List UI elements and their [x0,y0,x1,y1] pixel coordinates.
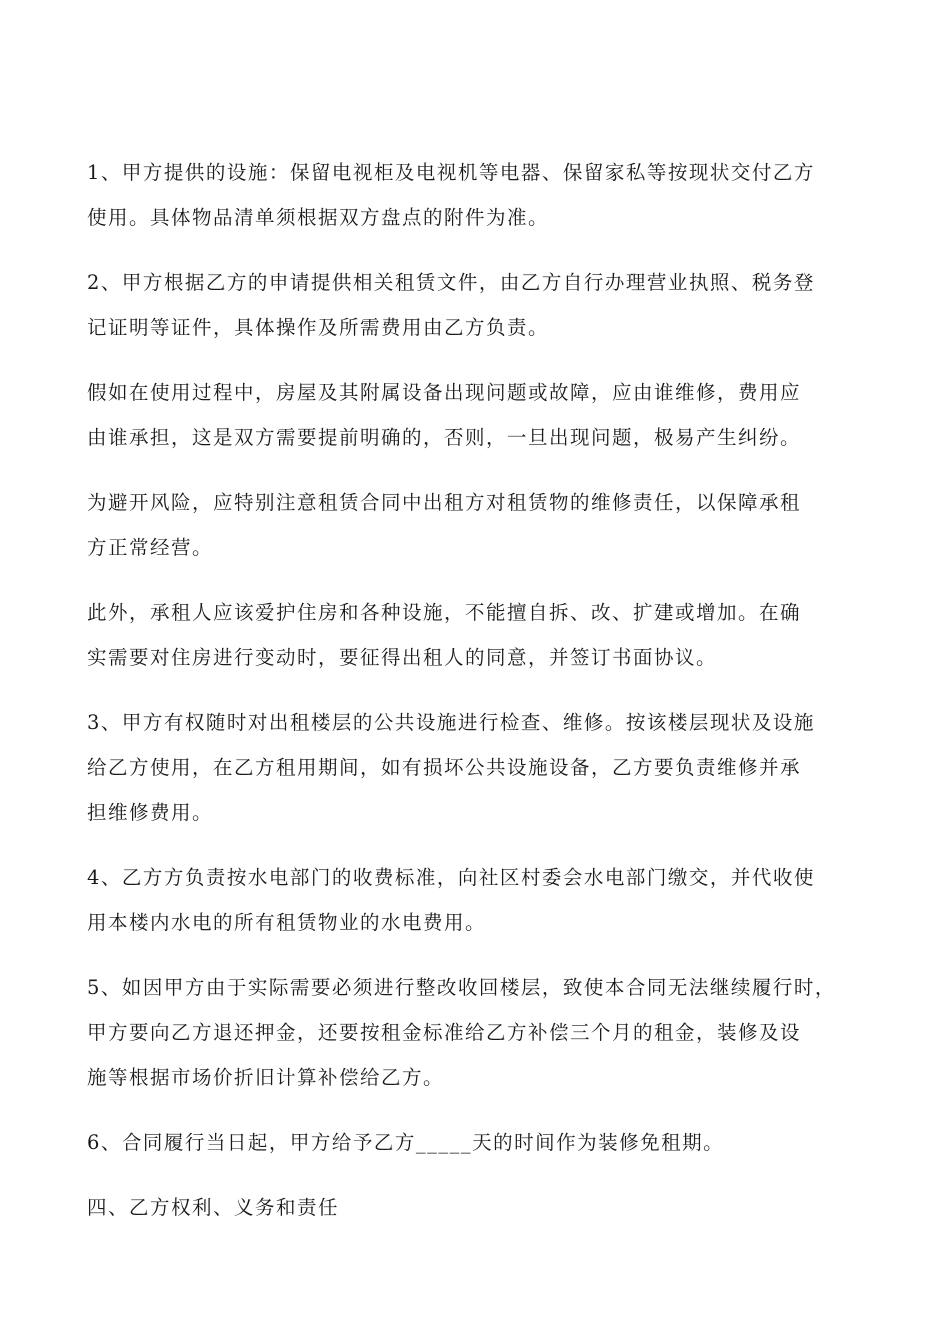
paragraph-tenant-care [87,590,867,680]
paragraph-line: 2、甲方根据乙方的申请提供相关租赁文件，由乙方自行办理营业执照、税务登 [87,271,815,294]
paragraph-line: 记证明等证件，具体操作及所需费用由乙方负责。 [87,316,550,339]
paragraph-line: 4、乙方方负责按水电部门的收费标准，向社区村委会水电部门缴交，并代收使 [87,866,815,889]
paragraph-line: 方正常经营。 [87,536,214,559]
paragraph-inspection [87,700,867,835]
paragraph-line: 给乙方使用，在乙方租用期间，如有损坏公共设施设备，乙方要负责维修并承 [87,756,802,779]
paragraph-line: 施等根据市场价折旧计算补偿给乙方。 [87,1066,445,1089]
paragraph-line: 假如在使用过程中，房屋及其附属设备出现问题或故障，应由谁维修，费用应 [87,381,802,404]
paragraph-utilities [87,855,867,945]
paragraph-line: 为避开风险，应特别注意租赁合同中出租方对租赁物的维修责任，以保障承租 [87,491,802,514]
paragraph-line: 担维修费用。 [87,801,214,824]
document-page [87,150,867,1230]
paragraph-repair-question [87,370,867,460]
paragraph-rent-free-period [87,1120,867,1165]
paragraph-line: 6、合同履行当日起，甲方给予乙方_____天的时间作为装修免租期。 [87,1131,725,1154]
paragraph-line: 由谁承担，这是双方需要提前明确的，否则，一旦出现问题，极易产生纠纷。 [87,426,802,449]
paragraph-documents [87,260,867,350]
paragraph-line: 用本楼内水电的所有租赁物业的水电费用。 [87,911,487,934]
paragraph-line: 使用。具体物品清单须根据双方盘点的附件为准。 [87,206,550,229]
paragraph-line: 5、如因甲方由于实际需要必须进行整改收回楼层，致使本合同无法继续履行时， [87,976,836,999]
paragraph-line: 1、甲方提供的设施：保留电视柜及电视机等电器、保留家私等按现状交付乙方 [87,161,815,184]
section-heading [87,1185,867,1230]
paragraph-termination [87,965,867,1100]
paragraph-line: 3、甲方有权随时对出租楼层的公共设施进行检查、维修。按该楼层现状及设施 [87,711,815,734]
paragraph-risk [87,480,867,570]
heading-text: 四、乙方权利、义务和责任 [87,1196,340,1219]
paragraph-line: 甲方要向乙方退还押金，还要按租金标准给乙方补偿三个月的租金，装修及设 [87,1021,802,1044]
paragraph-facilities [87,150,867,240]
paragraph-line: 此外，承租人应该爱护住房和各种设施，不能擅自拆、改、扩建或增加。在确 [87,601,802,624]
paragraph-line: 实需要对住房进行变动时，要征得出租人的同意，并签订书面协议。 [87,646,718,669]
